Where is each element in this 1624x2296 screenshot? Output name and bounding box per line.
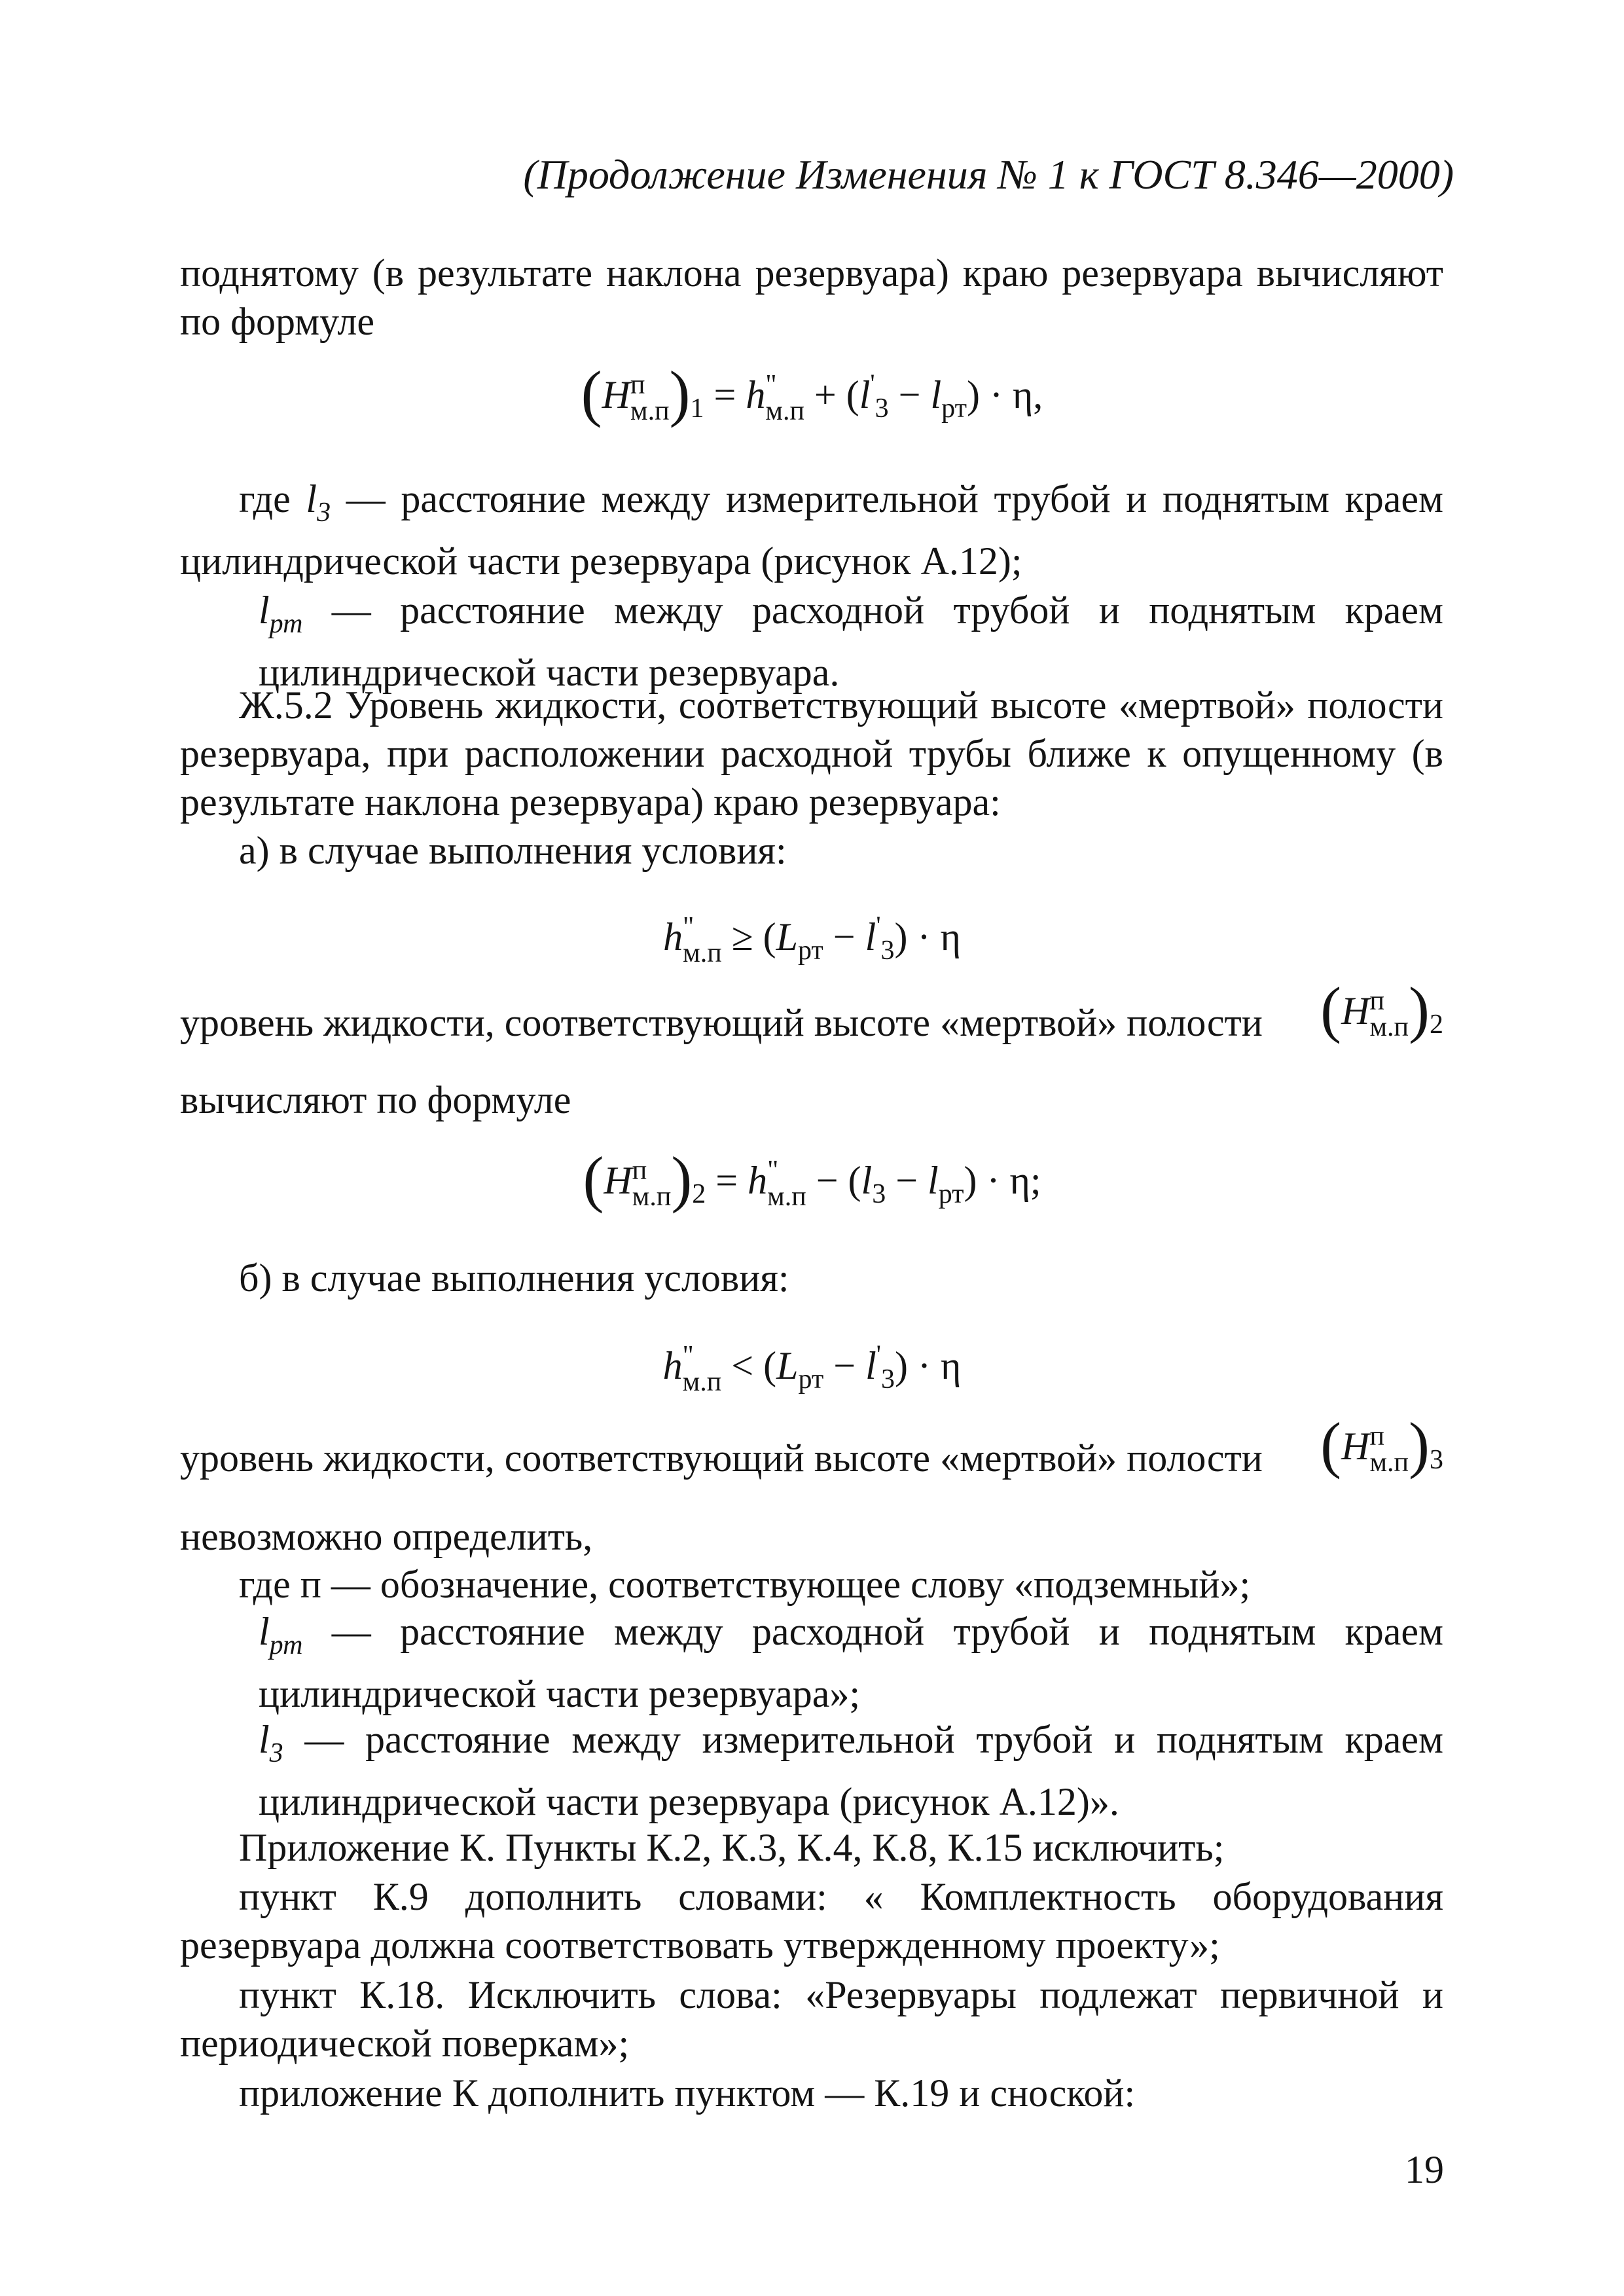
item-k19: приложение К дополнить пунктом — К.19 и сноской: — [239, 2071, 1136, 2115]
condition-b: h " м.п < $(L_{рт} - l'_3) \cdot \eta$ — [662, 1339, 962, 1397]
appendix-k: Приложение К. Пункты К.2, К.3, К.4, К.8, К.15 исключить; — [239, 1826, 1225, 1869]
symbol-l3-2: $l_3$ — [259, 1718, 283, 1768]
where-term-l3: где $l_3$ — расстояние между измерительной трубой и поднятым краем цилиндрической части резервуара (рисунок А.12); — [180, 477, 1444, 583]
level-text-2: уровень жидкости, соответствующий высоте «мертвой» полости (H п м.п )$_2$ — [180, 998, 1443, 1047]
level-text-3: уровень жидкости, соответствующий высоте «мертвой» полости (H п м.п )$_3$ — [180, 1434, 1443, 1482]
impossible-text: невозможно определить, — [180, 1515, 593, 1558]
item-k18: пункт К.18. Исключить слова: «Резервуары подлежат первичной и периодической поверкам»; — [180, 1973, 1443, 2065]
symbol-l3: $l_3$ — [306, 477, 331, 528]
page-number: 19 — [1405, 2148, 1444, 2191]
where-term-lrt-2: $l_{рт}$ — расстояние между расходной трубой и поднятым краем цилиндрической части резервуара»; — [259, 1610, 1444, 1715]
page-header: (Продолжение Изменения № 1 к ГОСТ 8.346—2000) — [523, 151, 1454, 198]
where-p: где п — обозначение, соответствующее слову «подземный»; — [239, 1563, 1251, 1606]
paragraph-intro: поднятому (в результате наклона резервуара) краю резервуара вычисляют по формуле — [180, 251, 1443, 343]
symbol-lrt: $l_{рт}$ — [259, 589, 303, 639]
formula-1: (H п м.п )$_1 = h$ " м.п + $(l'_3 - l_{рт}) \cdot \eta$, — [581, 358, 1043, 428]
calc-text: вычисляют по формуле — [180, 1078, 571, 1121]
case-a: а) в случае выполнения условия: — [239, 829, 787, 872]
where-term-lrt: $l_{рт}$ — расстояние между расходной трубой и поднятым краем цилиндрической части резервуара. — [259, 589, 1444, 694]
condition-a: h " м.п ≥ $(L_{рт} - l'_3) \cdot \eta$ — [663, 911, 961, 968]
item-k9: пункт К.9 дополнить словами: « Комплектность оборудования резервуара должна соответствовать утвержденному проекту»; — [180, 1875, 1443, 1967]
symbol-H2: (H п м.п )$_2$ — [1320, 974, 1443, 1044]
paragraph-zh52: Ж.5.2 Уровень жидкости, соответствующий высоте «мертвой» полости резервуара, при расположении расходной трубы ближе к опущенному (в результате наклона резервуара) краю резервуара: — [180, 683, 1443, 824]
where-term-l3-2: $l_3$ — расстояние между измерительной трубой и поднятым краем цилиндрической части резервуара (рисунок А.12)». — [259, 1718, 1443, 1823]
formula-2: (H п м.п )$_2 = h$ " м.п − $(l_3 - l_{рт}) \cdot \eta$; — [583, 1144, 1041, 1214]
symbol-lrt-2: $l_{рт}$ — [259, 1610, 303, 1660]
symbol-H3: (H п м.п )$_3$ — [1320, 1410, 1443, 1480]
case-b: б) в случае выполнения условия: — [239, 1256, 789, 1300]
